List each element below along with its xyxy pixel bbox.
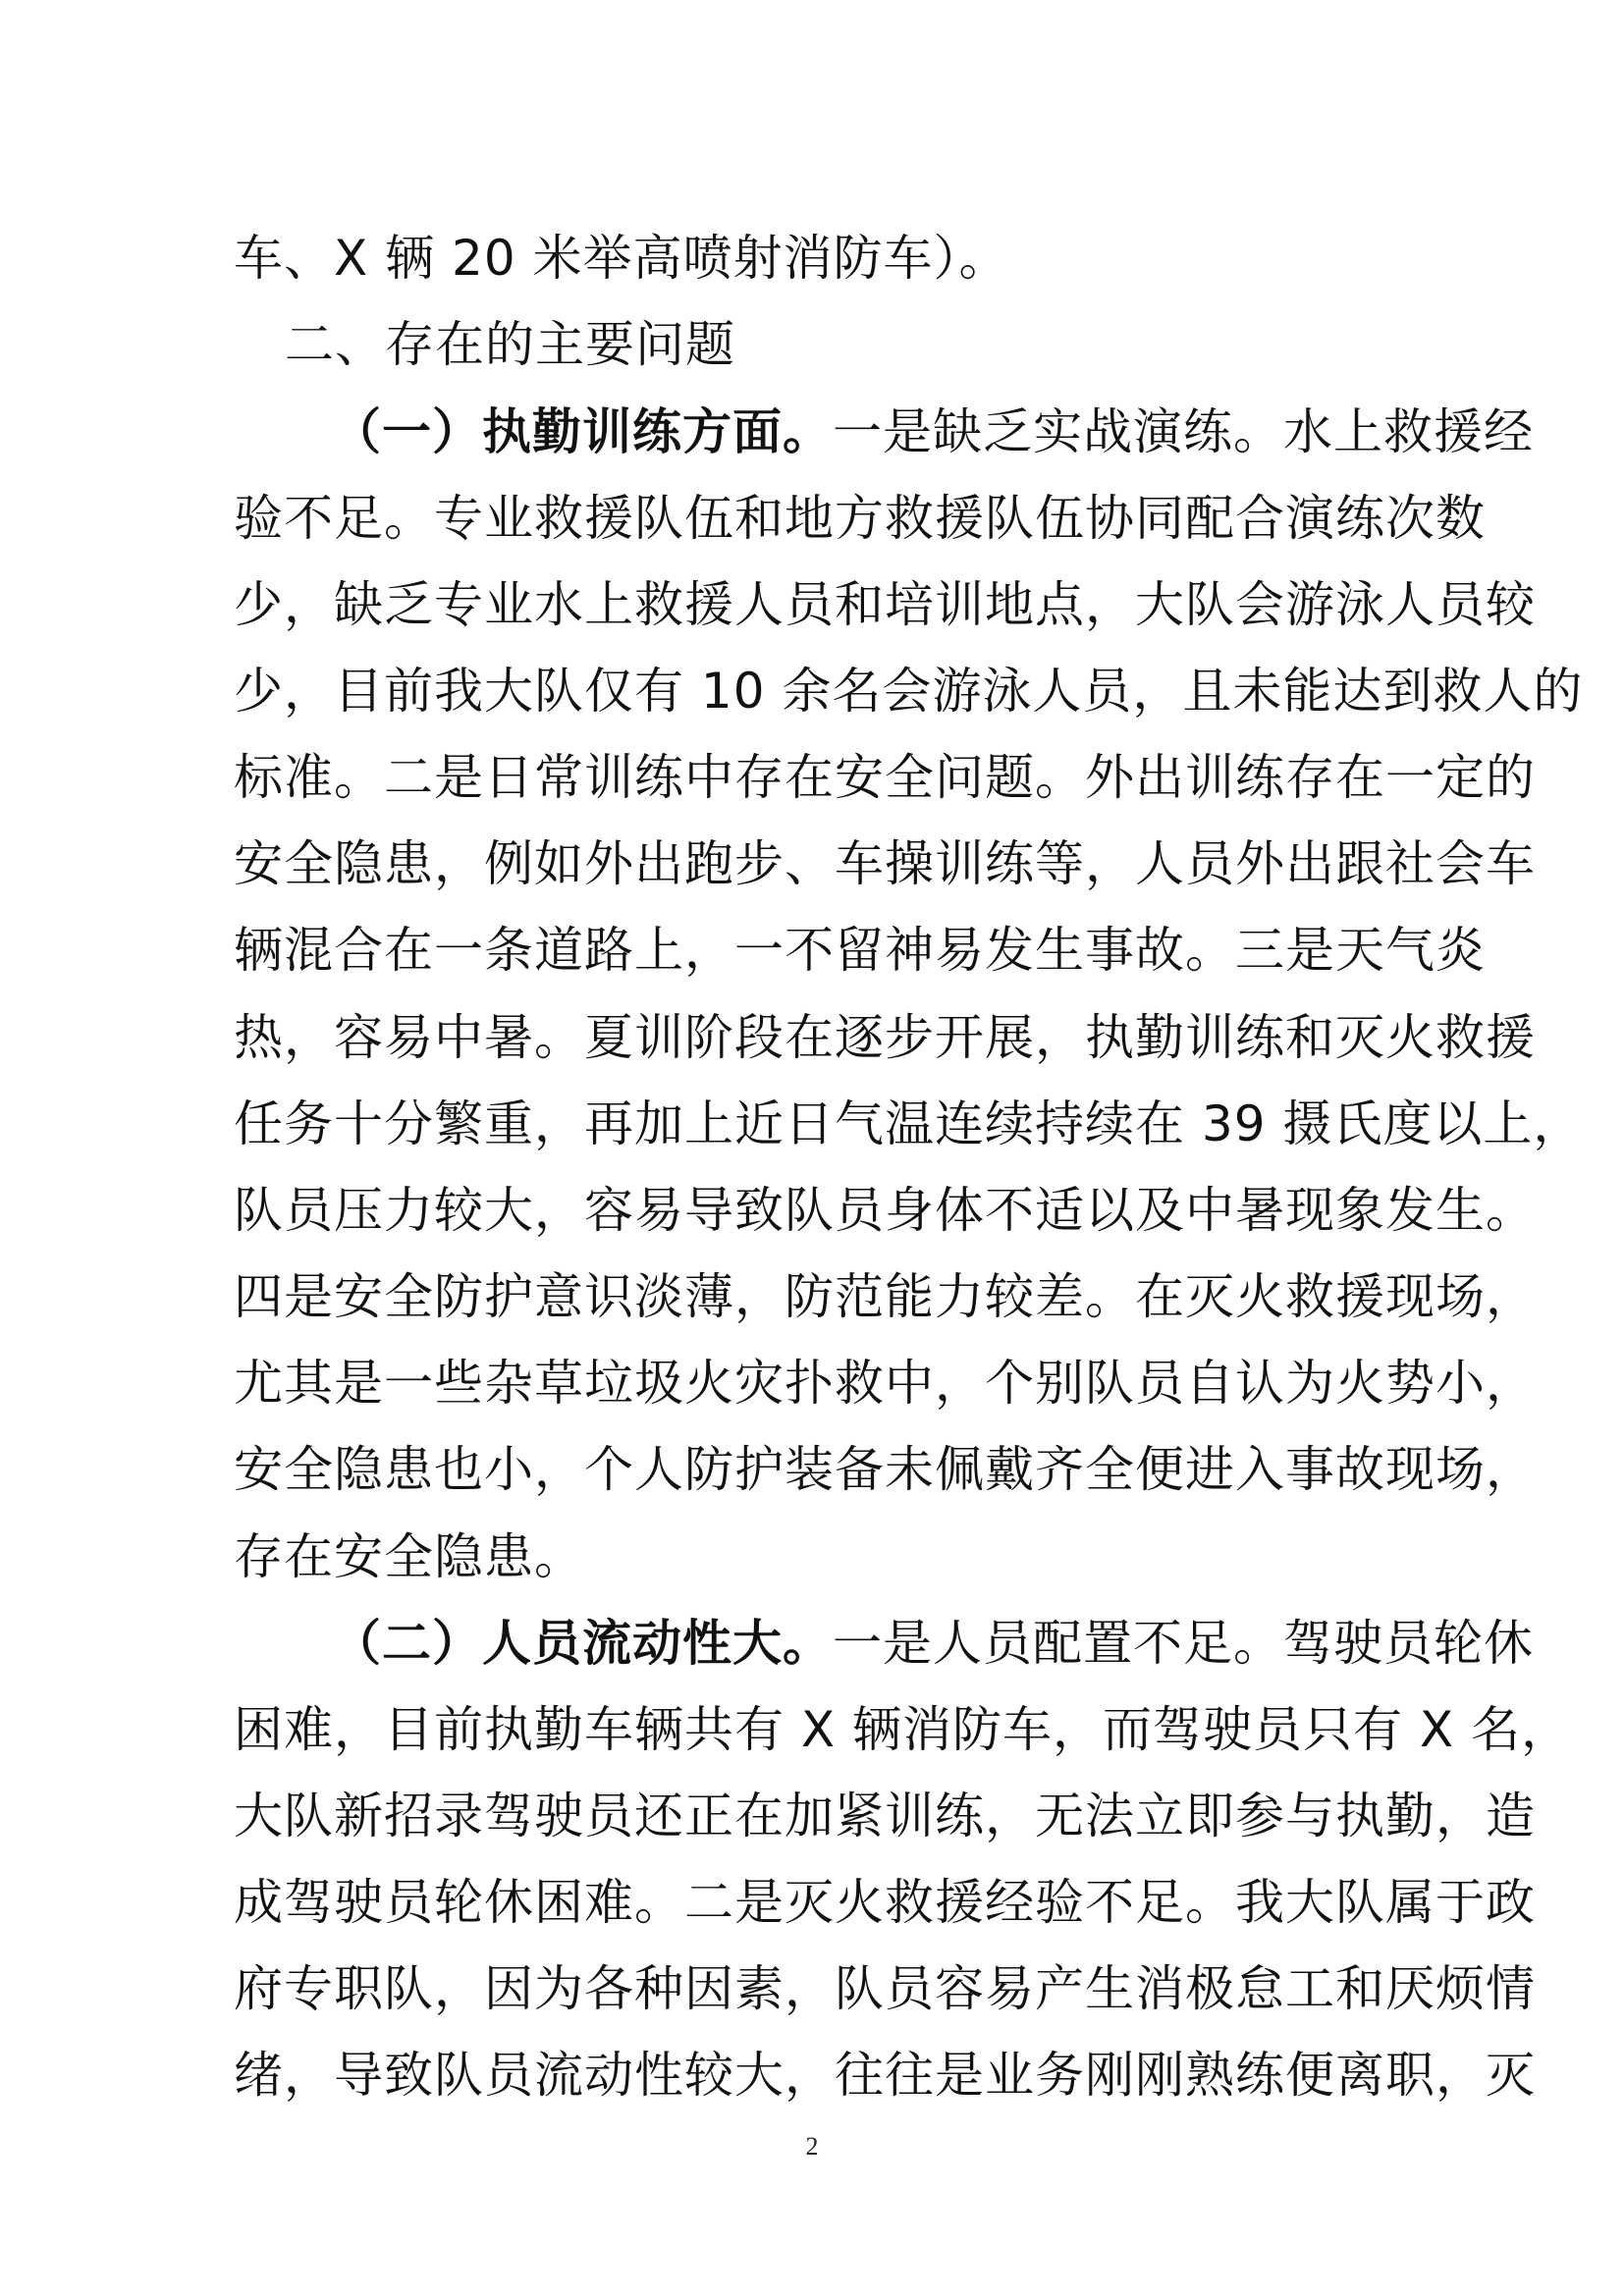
text-line-6: 少，目前我大队仅有 10 余名会游泳人员，且未能达到救人的 xyxy=(234,663,1584,720)
text-line-15: 安全隐患也小，个人防护装备未佩戴齐全便进入事故现场， xyxy=(234,1441,1536,1498)
text-line-10: 热，容易中暑。夏训阶段在逐步开展，执勤训练和灭火救援 xyxy=(234,1009,1536,1066)
text-line-12: 队员压力较大，容易导致队员身体不适以及中暑现象发生。 xyxy=(234,1182,1536,1239)
text-line-18: 困难，目前执勤车辆共有 X 辆消防车，而驾驶员只有 X 名， xyxy=(234,1701,1572,1758)
text-line-7: 标准。二是日常训练中存在安全问题。外出训练存在一定的 xyxy=(234,749,1536,806)
text-line-13: 四是安全防护意识淡薄，防范能力较差。在灭火救援现场， xyxy=(234,1268,1536,1325)
subsection-title-training: （一）执勤训练方面。 xyxy=(332,403,833,460)
text-line-22: 绪，导致队员流动性较大，往往是业务刚刚熟练便离职，灭 xyxy=(234,2047,1536,2104)
text-line-21: 府专职队，因为各种因素，队员容易产生消极怠工和厌烦情 xyxy=(234,1960,1536,2017)
text-line-20: 成驾驶员轮休困难。二是灭火救援经验不足。我大队属于政 xyxy=(234,1874,1536,1931)
text-line-5: 少，缺乏专业水上救援人员和培训地点，大队会游泳人员较 xyxy=(234,576,1536,633)
subsection-heading-training: （一）执勤训练方面。一是缺乏实战演练。水上救援经 xyxy=(332,403,1534,460)
text-line-4: 验不足。专业救援队伍和地方救援队伍协同配合演练次数 xyxy=(234,490,1486,547)
text-line-16: 存在安全隐患。 xyxy=(234,1528,584,1585)
section-heading-problems: 二、存在的主要问题 xyxy=(285,316,735,373)
text-line-1: 车、X 辆 20 米举高喷射消防车）。 xyxy=(234,230,1009,287)
text-line-14: 尤其是一些杂草垃圾火灾扑救中，个别队员自认为火势小， xyxy=(234,1355,1536,1412)
text-line-8: 安全隐患，例如外出跑步、车操训练等，人员外出跟社会车 xyxy=(234,835,1536,892)
page-number: 2 xyxy=(805,2132,819,2161)
text-line-9: 辆混合在一条道路上，一不留神易发生事故。三是天气炎 xyxy=(234,922,1486,979)
text-line-19: 大队新招录驾驶员还正在加紧训练，无法立即参与执勤，造 xyxy=(234,1788,1536,1844)
subsection-heading-mobility: （二）人员流动性大。一是人员配置不足。驾驶员轮休 xyxy=(332,1615,1534,1672)
text-line-11: 任务十分繁重，再加上近日气温连续持续在 39 摄氏度以上， xyxy=(234,1095,1584,1152)
subsection-title-mobility: （二）人员流动性大。 xyxy=(332,1615,833,1672)
